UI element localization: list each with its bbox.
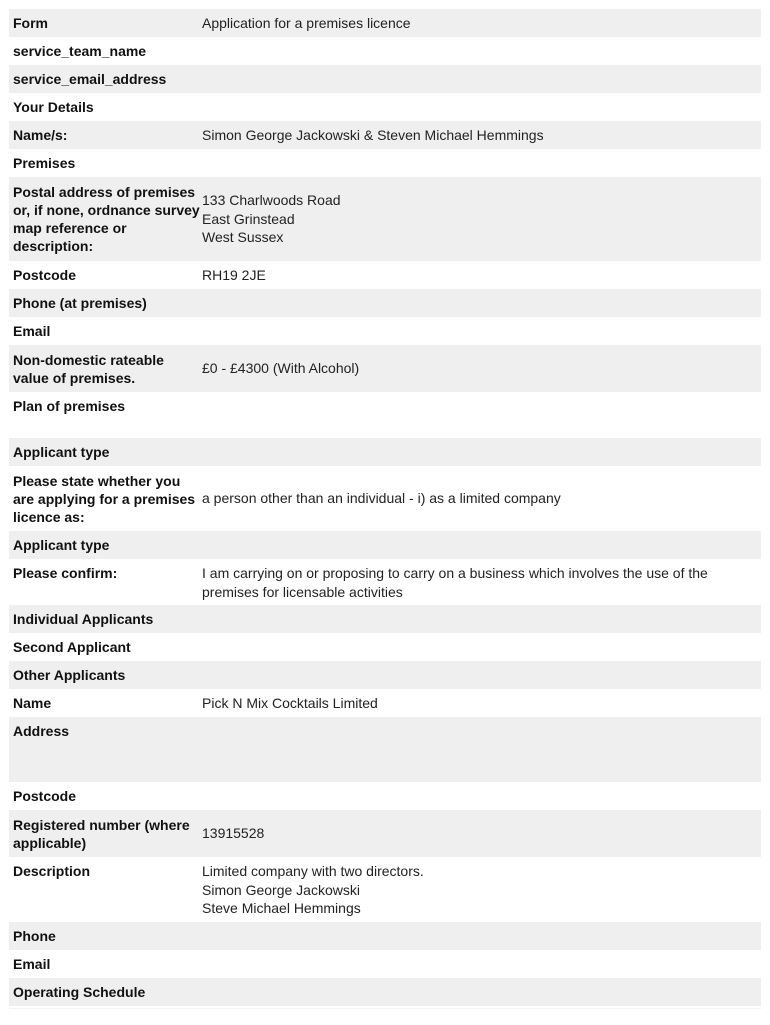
- row-your-details: [9, 93, 761, 121]
- row-other-email: [9, 950, 761, 978]
- row-value: Limited company with two directors. Simon George Jackowski Steve Michael Hemmings: [202, 863, 424, 916]
- row-value: 13915528: [202, 825, 265, 842]
- section-heading: Your Details: [13, 99, 94, 115]
- row-service-team-name: [9, 37, 761, 65]
- row-other-name: [9, 689, 761, 717]
- row-registered-number: [9, 810, 761, 857]
- row-label: Postcode: [13, 267, 77, 283]
- row-value: Pick N Mix Cocktails Limited: [202, 694, 378, 711]
- row-value: a person other than an individual - i) as a limited company: [202, 490, 561, 507]
- row-names: [9, 121, 761, 149]
- application-form-table: [9, 9, 761, 1006]
- row-applicant-type-2: [9, 531, 761, 559]
- row-label: Non-domestic rateable value of premises.: [13, 351, 164, 386]
- row-label: Plan of premises: [13, 398, 126, 414]
- row-please-confirm: [9, 559, 761, 605]
- row-individual-applicants: [9, 605, 761, 633]
- row-phone: [9, 922, 761, 950]
- row-phone-premises: [9, 289, 761, 317]
- row-other-applicants: [9, 661, 761, 689]
- row-other-postcode: [9, 782, 761, 810]
- section-heading: Individual Applicants: [13, 611, 154, 627]
- row-label: Phone: [13, 928, 56, 944]
- row-second-applicant: [9, 633, 761, 661]
- row-applicant-type: [9, 438, 761, 466]
- row-label: Email: [13, 323, 51, 339]
- row-operating-schedule: [9, 978, 761, 1006]
- row-label: Please state whether you are applying for a premises licence as:: [13, 472, 196, 525]
- row-label: service_email_address: [13, 71, 167, 87]
- row-label: Name/s:: [13, 127, 68, 143]
- row-postal-address: [9, 177, 761, 261]
- row-label: Please confirm:: [13, 565, 118, 581]
- row-service-email-address: [9, 65, 761, 93]
- table-continuation: [9, 1008, 761, 1025]
- row-label: Phone (at premises): [13, 295, 147, 311]
- section-heading: Premises: [13, 155, 76, 171]
- section-heading: Second Applicant: [13, 639, 131, 655]
- section-heading: Operating Schedule: [13, 984, 146, 1000]
- row-value: RH19 2JE: [202, 266, 266, 283]
- row-email: [9, 317, 761, 345]
- row-description: [9, 857, 761, 922]
- row-label: Description: [13, 863, 91, 879]
- row-label: Postal address of premises or, if none, ordnance survey map reference or description:: [13, 184, 200, 254]
- row-postcode: [9, 261, 761, 289]
- section-heading: Applicant type: [13, 537, 110, 553]
- row-applying-as: [9, 466, 761, 531]
- row-label: Address: [13, 723, 70, 739]
- row-premises: [9, 149, 761, 177]
- row-label: service_team_name: [13, 43, 147, 59]
- row-label: Form: [13, 15, 48, 31]
- row-label: Postcode: [13, 788, 77, 804]
- section-heading: Applicant type: [13, 444, 110, 460]
- row-value: £0 - £4300 (With Alcohol): [202, 360, 360, 377]
- row-value: Application for a premises licence: [202, 14, 411, 31]
- row-label: Email: [13, 956, 51, 972]
- row-label: Registered number (where applicable): [13, 816, 190, 851]
- row-value: 133 Charlwoods Road East Grinstead West Sussex: [202, 192, 341, 246]
- row-value: I am carrying on or proposing to carry on a business which involves the use of the premises for licensable activities: [202, 565, 708, 600]
- row-value: Simon George Jackowski & Steven Michael Hemmings: [202, 126, 544, 143]
- row-form: [9, 9, 761, 37]
- row-label: Name: [13, 695, 52, 711]
- row-other-address: [9, 717, 761, 782]
- row-rateable-value: [9, 345, 761, 392]
- section-heading: Other Applicants: [13, 667, 126, 683]
- row-plan-of-premises: [9, 392, 761, 438]
